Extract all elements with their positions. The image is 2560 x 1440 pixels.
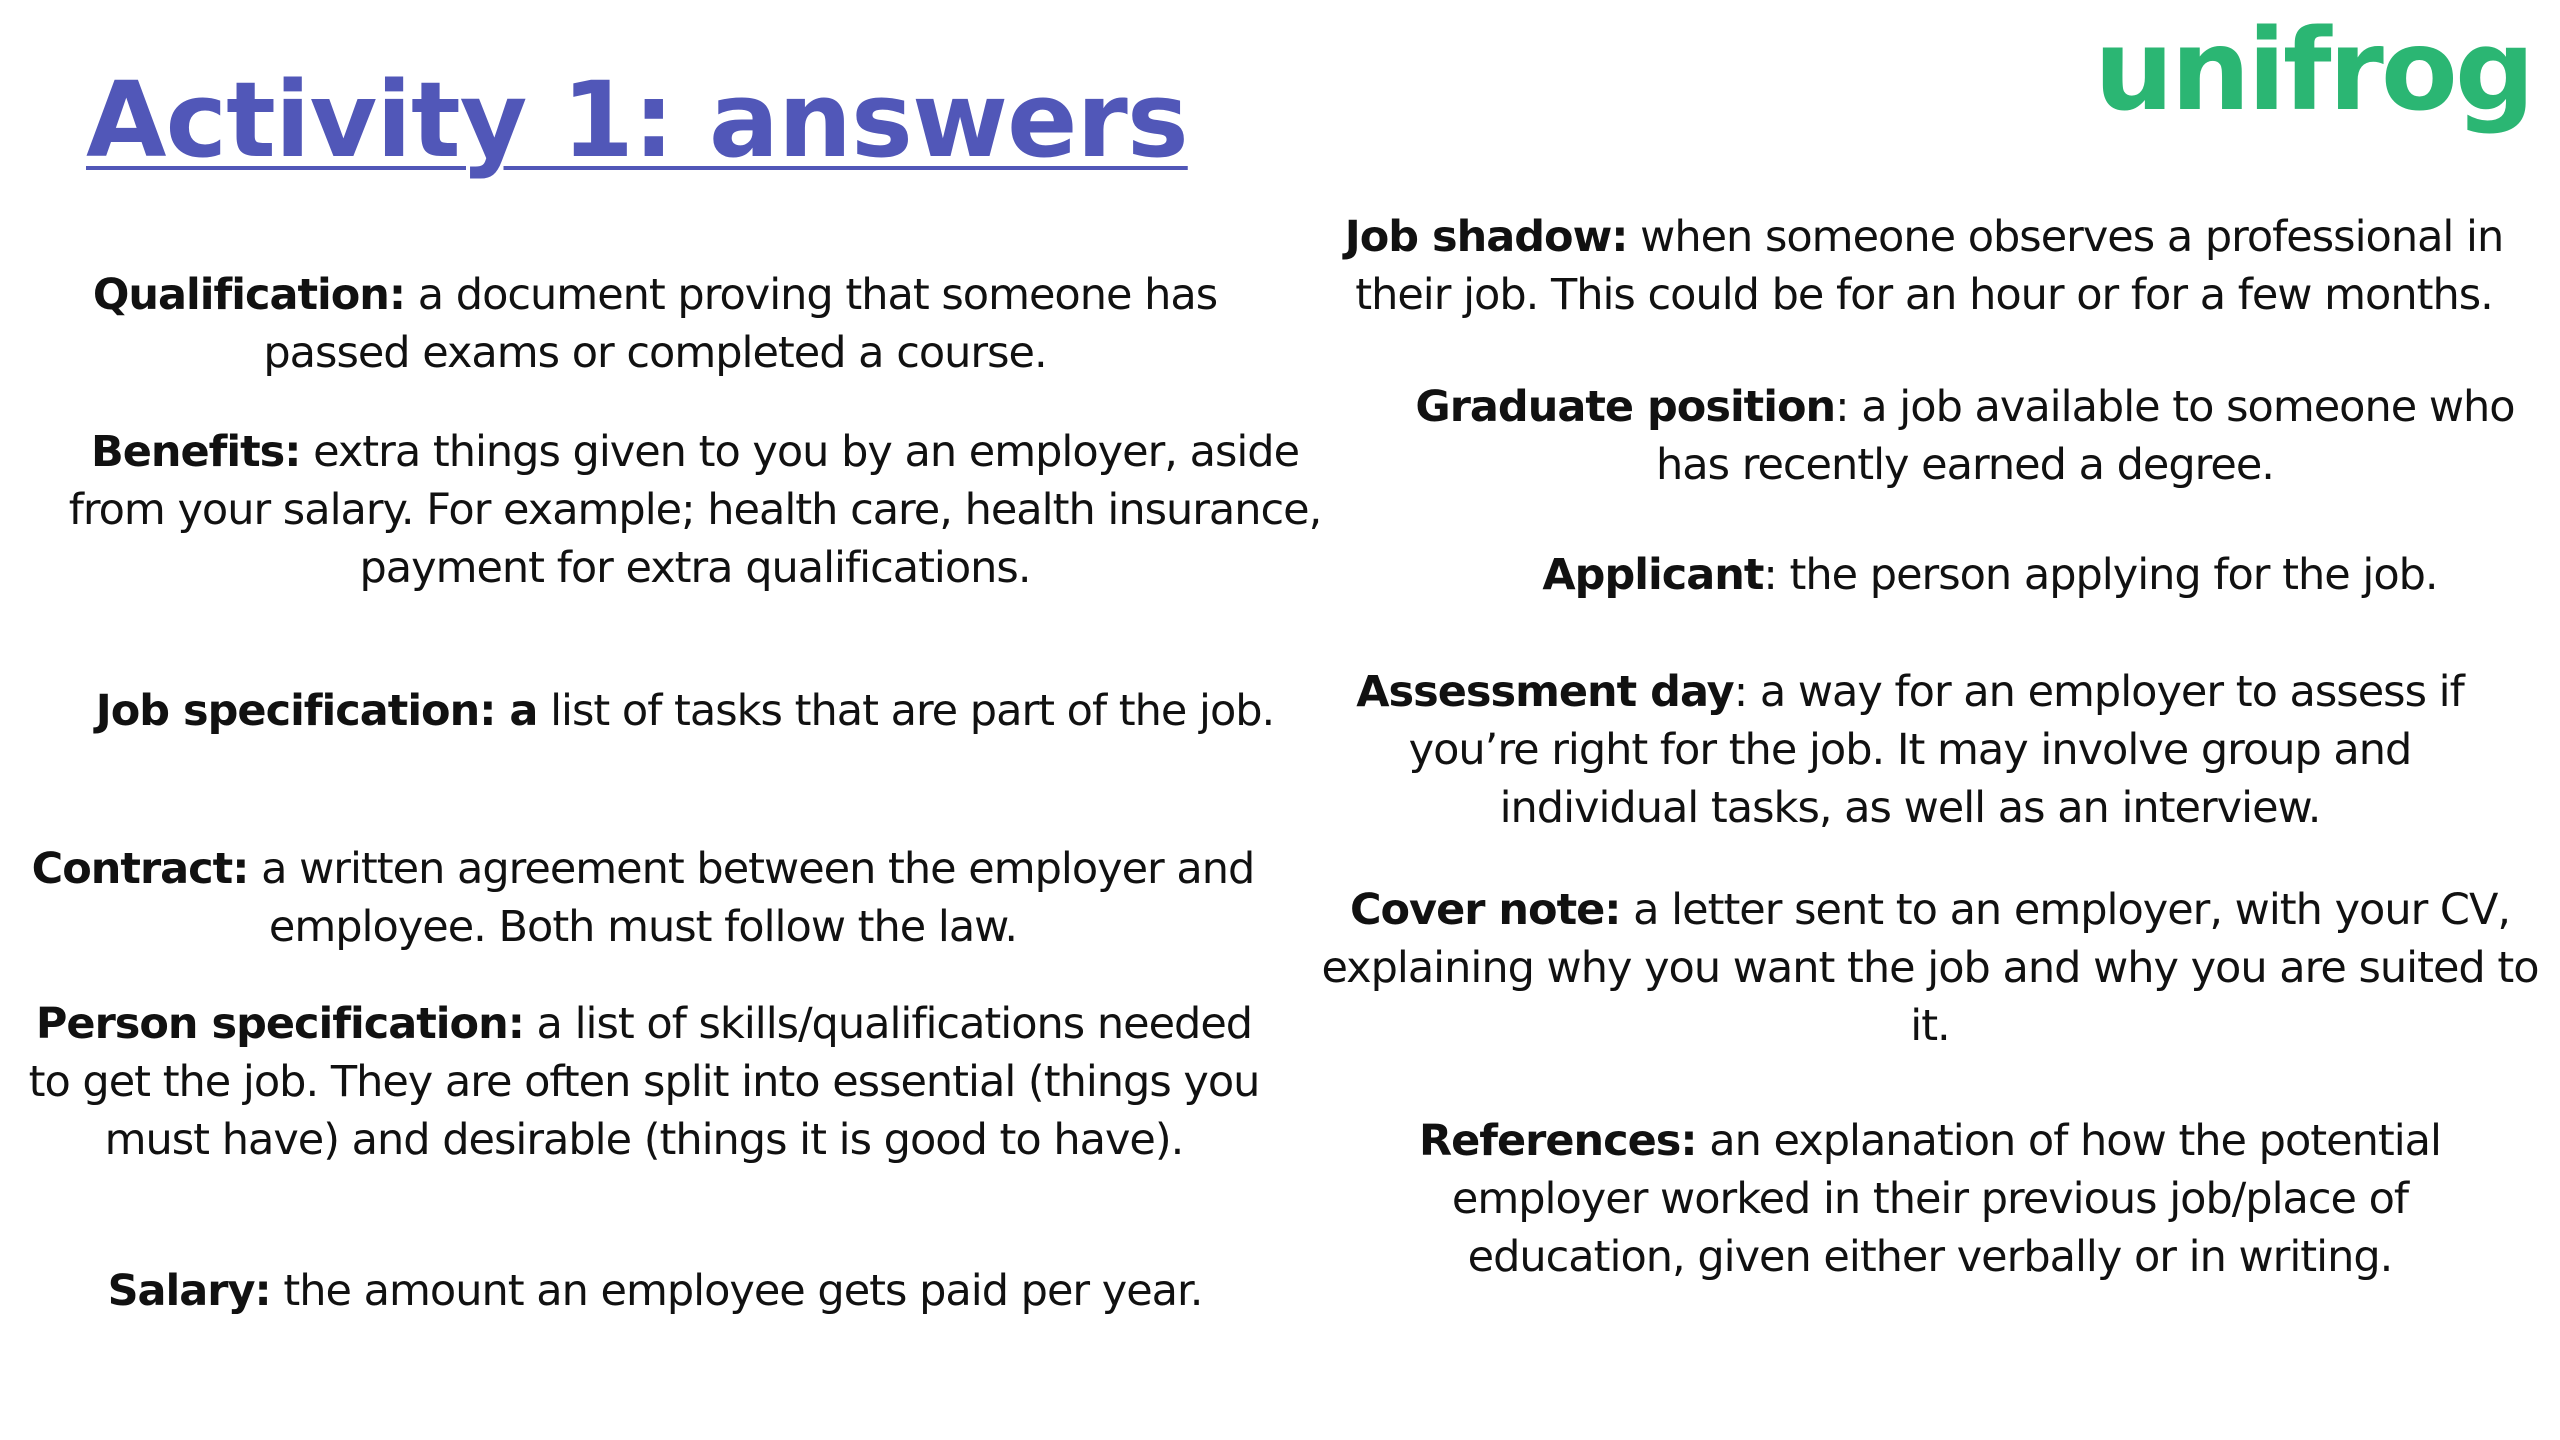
entry-definition: a written agreement between the employer and employee. Both must follow the law. xyxy=(248,844,1255,952)
entry-colon: : xyxy=(1611,212,1628,262)
entry-term: Person specification xyxy=(35,999,508,1049)
entry-term: Job specification: a xyxy=(95,686,538,736)
entry-definition: extra things given to you by an employer, aside from your salary. For example; health care, health insurance, payment for extra qualifications. xyxy=(68,427,1322,593)
entry-colon: : xyxy=(388,270,406,320)
entry-colon: : xyxy=(232,844,249,894)
entry-term: Salary xyxy=(107,1266,255,1316)
entry-graduate-position xyxy=(1380,378,2550,494)
entry-salary xyxy=(30,1262,1280,1320)
entry-definition: a job available to someone who has recently earned a degree. xyxy=(1656,382,2515,490)
slide-title: Activity 1: answers xyxy=(86,59,1188,181)
entry-term: Qualification xyxy=(92,270,389,320)
entry-definition: an explanation of how the potential employer worked in their previous job/place of education, given either verbally or in writing. xyxy=(1451,1116,2441,1282)
entry-colon: : xyxy=(507,999,524,1049)
entry-person-specification xyxy=(14,995,1274,1169)
entry-term: References xyxy=(1419,1116,1681,1166)
entry-definition: the person applying for the job. xyxy=(1776,550,2438,600)
entry-colon: : xyxy=(284,427,301,477)
entry-colon: : xyxy=(1680,1116,1697,1166)
entry-applicant xyxy=(1400,546,2560,604)
entry-term: Applicant xyxy=(1542,550,1764,600)
entry-definition: a way for an employer to assess if you’re right for the job. It may involve group and individual tasks, as well as an interview. xyxy=(1408,667,2464,833)
entry-term: Assessment day xyxy=(1356,667,1734,717)
entry-colon: : xyxy=(254,1266,271,1316)
entry-definition: a document proving that someone has passed exams or completed a course. xyxy=(263,270,1218,378)
entry-references xyxy=(1340,1112,2520,1286)
unifrog-logo: unifrog xyxy=(2094,6,2532,136)
entry-definition: when someone observes a professional in their job. This could be for an hour or for a few months. xyxy=(1355,212,2504,320)
entry-definition: a list of skills/qualifications needed to get the job. They are often split into essential (things you must have) and desirable (things it is good to have). xyxy=(28,999,1260,1165)
entry-term: Job shadow xyxy=(1344,212,1612,262)
entry-term: Benefits xyxy=(90,427,285,477)
entry-term: Graduate position xyxy=(1415,382,1836,432)
entry-contract xyxy=(28,840,1258,956)
entry-definition: a letter sent to an employer, with your CV, explaining why you want the job and why you are suited to it. xyxy=(1321,885,2539,1051)
entry-colon: : xyxy=(1733,667,1748,717)
entry-term: Contract xyxy=(31,844,233,894)
entry-qualification xyxy=(80,266,1230,382)
entry-definition: the amount an employee gets paid per year. xyxy=(270,1266,1203,1316)
entry-cover-note xyxy=(1310,881,2550,1055)
entry-term: Cover note xyxy=(1349,885,1605,935)
entry-job-specification xyxy=(30,682,1340,740)
entry-colon: : xyxy=(1835,382,1849,432)
entry-benefits xyxy=(60,423,1330,597)
entry-assessment-day xyxy=(1320,663,2500,837)
entry-colon: : xyxy=(1763,550,1777,600)
entry-colon: : xyxy=(1604,885,1621,935)
entry-definition: list of tasks that are part of the job. xyxy=(537,686,1275,736)
entry-job-shadow xyxy=(1296,208,2552,324)
